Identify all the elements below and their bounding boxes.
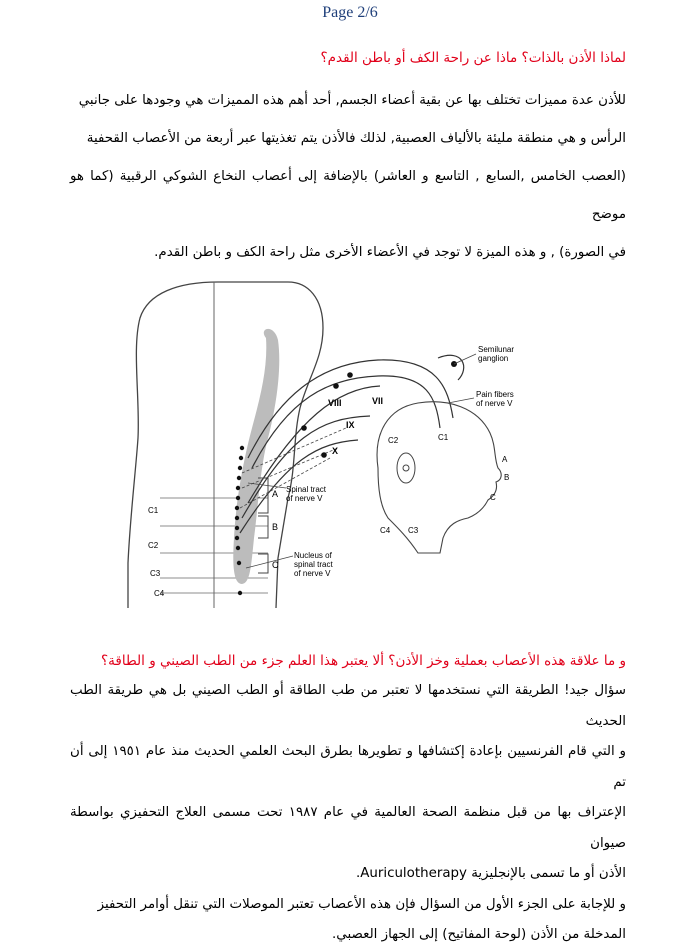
nerve-diagram — [118, 268, 588, 613]
paragraph-line: سؤال جيد! الطريقة التي نستخدمها لا تعتبر من طب الطاقة أو الطب الصيني بل هي طريقة الطب الحديث — [70, 683, 626, 729]
question-heading-1: لماذا الأذن بالذات؟ ماذا عن راحة الكف أو باطن القدم؟ — [320, 50, 626, 66]
label-bracket-c: C — [272, 560, 279, 570]
label-nucleus: Nucleus of — [294, 551, 332, 560]
paragraph-line: و للإجابة على الجزء الأول من السؤال فإن هذه الأعصاب تعتبر الموصلات التي تنقل أوامر التحفيز — [97, 896, 626, 912]
paragraph-1 — [70, 82, 626, 272]
label-bracket-b: B — [272, 522, 279, 532]
paragraph-line: و التي قام الفرنسيين بإعادة إكتشافها و تطويرها بطرق البحث العلمي الحديث منذ عام ١٩٥١ إلى أن تم — [70, 744, 626, 790]
label-nerve-viii: VIII — [328, 398, 342, 408]
label-nerve-vii: VII — [372, 396, 384, 406]
label-c1: C1 — [148, 506, 159, 515]
paragraph-line: المدخلة من الأذن (لوحة المفاتيح) إلى الجهاز العصبي. — [332, 927, 626, 942]
label-head-c4: C4 — [380, 526, 391, 535]
paragraph-line: الرأس و هي منطقة مليئة بالألياف العصبية, لذلك فالأذن يتم تغذيتها عبر أربعة من الأعصاب القحفية — [86, 131, 626, 146]
label-pain-fibers-2: of nerve V — [476, 399, 513, 408]
page-number: Page 2/6 — [322, 4, 378, 21]
label-bracket-a: A — [272, 489, 279, 499]
paragraph-line: الإعتراف بها من قبل منظمة الصحة العالمية في عام ١٩٨٧ تحت مسمى العلاج التحفيزي بواسطة صيوان — [70, 805, 626, 851]
paragraph-line: للأذن عدة مميزات تختلف بها عن بقية أعضاء الجسم, أحد أهم هذه المميزات هي وجودها على جانبي — [78, 93, 626, 108]
label-nerve-x: X — [332, 446, 339, 456]
label-head-c2: C2 — [388, 436, 399, 445]
label-c4: C4 — [154, 589, 165, 598]
label-c2: C2 — [148, 541, 159, 550]
paragraph-line: في الصورة) , و هذه الميزة لا توجد في الأعضاء الأخرى مثل راحة الكف و باطن القدم. — [154, 245, 626, 260]
question-heading-2: و ما علاقة هذه الأعصاب بعملية وخز الأذن؟ ألا يعتبر هذا العلم جزء من الطب الصيني و الطاقة؟ — [101, 653, 626, 669]
label-face-a: A — [502, 455, 508, 464]
label-spinal-tract: Spinal tract — [286, 485, 327, 494]
paragraph-2 — [70, 676, 626, 951]
label-face-b: B — [504, 473, 510, 482]
label-semilunar-2: ganglion — [478, 354, 509, 363]
label-spinal-tract-2: of nerve V — [286, 494, 323, 503]
nerve-diagram-figure — [118, 268, 588, 613]
label-head-c1: C1 — [438, 433, 449, 442]
label-nucleus-2: spinal tract — [294, 560, 333, 569]
label-nerve-ix: IX — [346, 420, 355, 430]
paragraph-line: (العصب الخامس ,السابع , التاسع و العاشر) بالإضافة إلى أعصاب النخاع الشوكي الرقبية (كما هو موضح — [70, 169, 626, 222]
label-pain-fibers: Pain fibers — [476, 390, 514, 399]
label-head-c3: C3 — [408, 526, 419, 535]
label-face-c: C — [490, 493, 496, 502]
label-c3: C3 — [150, 569, 161, 578]
paragraph-line: الأذن أو ما تسمى بالإنجليزية Auriculotherapy. — [355, 866, 626, 881]
label-nucleus-3: of nerve V — [294, 569, 331, 578]
label-semilunar: Semilunar — [478, 345, 515, 354]
